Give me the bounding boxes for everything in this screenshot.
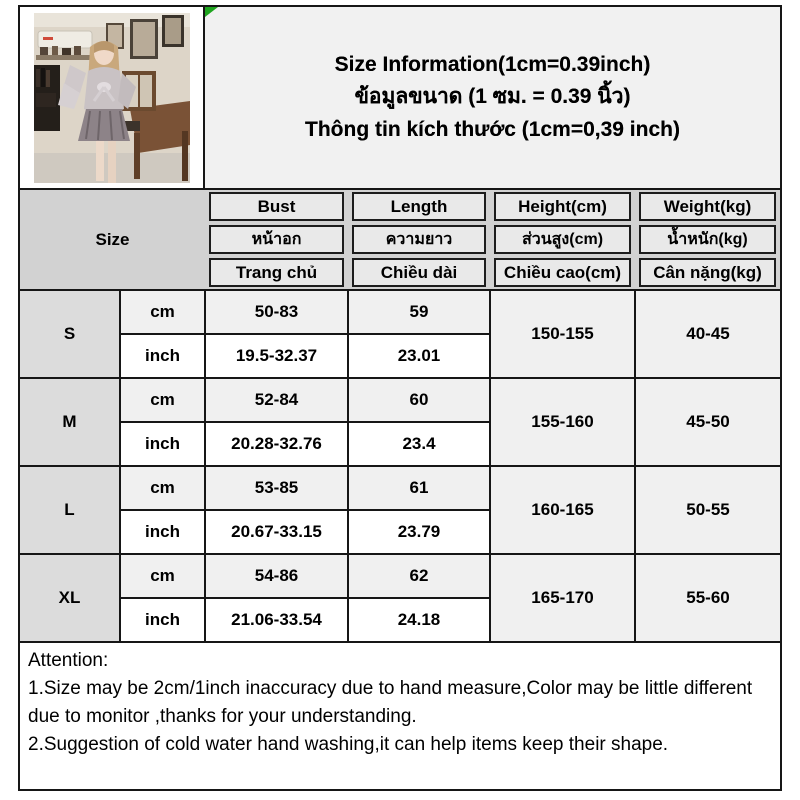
unit-inch: inch [120, 422, 205, 466]
cell-s-length-inch: 23.01 [348, 334, 490, 378]
cell-xl-bust-inch: 21.06-33.54 [205, 598, 348, 642]
table-row-l-cm [20, 466, 780, 510]
green-triangle-marker-icon [205, 7, 218, 17]
cell-m-bust-inch: 20.28-32.76 [205, 422, 348, 466]
col-header-weight-vi: Cân nặng(kg) [635, 256, 780, 290]
col-header-height-vi: Chiều cao(cm) [490, 256, 635, 290]
cell-s-length-cm: 59 [348, 290, 490, 334]
cell-s-bust-inch: 19.5-32.37 [205, 334, 348, 378]
cell-m-height: 155-160 [490, 378, 635, 466]
table-row-s-cm [20, 290, 780, 334]
attention-note-1: 1.Size may be 2cm/1inch inaccuracy due to hand measure,Color may be little different due to monitor ,thanks for your understanding. [28, 678, 753, 727]
unit-cm: cm [120, 290, 205, 334]
cell-s-height: 150-155 [490, 290, 635, 378]
col-header-weight: Weight(kg) [635, 190, 780, 223]
chart-frame [18, 5, 782, 791]
attention-heading: Attention: [28, 650, 109, 671]
cell-xl-weight: 55-60 [635, 554, 780, 642]
cell-l-bust-cm: 53-85 [205, 466, 348, 510]
title-cell [205, 7, 780, 188]
cell-xl-length-inch: 24.18 [348, 598, 490, 642]
table-row-xl-cm [20, 554, 780, 598]
size-label-m: M [20, 378, 120, 466]
product-photo-cell [20, 7, 205, 188]
cell-xl-length-cm: 62 [348, 554, 490, 598]
size-corner-label: Size [20, 190, 205, 290]
unit-cm: cm [120, 378, 205, 422]
unit-cm: cm [120, 466, 205, 510]
top-section [20, 7, 780, 190]
cell-m-length-inch: 23.4 [348, 422, 490, 466]
size-label-xl: XL [20, 554, 120, 642]
size-table [20, 190, 780, 643]
cell-s-bust-cm: 50-83 [205, 290, 348, 334]
title-th: ข้อมูลขนาด (1 ซม. = 0.39 นิ้ว) [354, 85, 631, 109]
table-row-m-cm [20, 378, 780, 422]
col-header-weight-th: น้ำหนัก(kg) [635, 223, 780, 256]
cell-l-weight: 50-55 [635, 466, 780, 554]
unit-inch: inch [120, 598, 205, 642]
size-label-l: L [20, 466, 120, 554]
title-en: Size Information(1cm=0.39inch) [334, 53, 651, 77]
size-label-s: S [20, 290, 120, 378]
col-header-length-vi: Chiều dài [348, 256, 490, 290]
col-header-length: Length [348, 190, 490, 223]
cell-l-bust-inch: 20.67-33.15 [205, 510, 348, 554]
unit-inch: inch [120, 334, 205, 378]
cell-xl-bust-cm: 54-86 [205, 554, 348, 598]
cell-l-height: 160-165 [490, 466, 635, 554]
unit-cm: cm [120, 554, 205, 598]
cell-l-length-inch: 23.79 [348, 510, 490, 554]
cell-m-weight: 45-50 [635, 378, 780, 466]
cell-m-length-cm: 60 [348, 378, 490, 422]
title-vi: Thông tin kích thước (1cm=0,39 inch) [305, 117, 680, 141]
header-row-en [20, 190, 780, 223]
col-header-height: Height(cm) [490, 190, 635, 223]
cell-m-bust-cm: 52-84 [205, 378, 348, 422]
col-header-bust: Bust [205, 190, 348, 223]
col-header-height-th: ส่วนสูง(cm) [490, 223, 635, 256]
cell-l-length-cm: 61 [348, 466, 490, 510]
col-header-bust-vi: Trang chủ [205, 256, 348, 290]
unit-inch: inch [120, 510, 205, 554]
cell-xl-height: 165-170 [490, 554, 635, 642]
cell-s-weight: 40-45 [635, 290, 780, 378]
col-header-bust-th: หน้าอก [205, 223, 348, 256]
col-header-length-th: ความยาว [348, 223, 490, 256]
attention-note-2: 2.Suggestion of cold water hand washing,it can help items keep their shape. [28, 734, 669, 755]
attention-section [20, 643, 780, 759]
product-photo [34, 13, 190, 183]
